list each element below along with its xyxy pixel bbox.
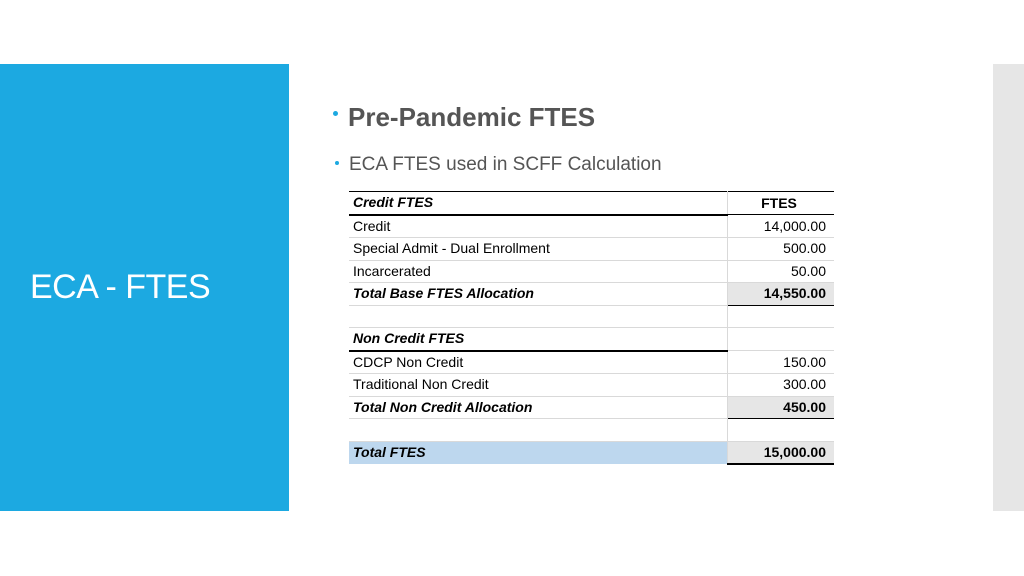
- total-base-row: [349, 283, 834, 306]
- bullet-dot-icon: [335, 161, 339, 165]
- empty-cell: [349, 305, 728, 328]
- noncredit-ftes-header: Non Credit FTES: [349, 328, 728, 351]
- table-header-row: [349, 192, 834, 215]
- row-value: 150.00: [728, 351, 835, 374]
- row-label: Special Admit - Dual Enrollment: [349, 238, 728, 261]
- ftes-table: [349, 191, 834, 465]
- right-scroll-bar: [993, 64, 1024, 511]
- row-value: 50.00: [728, 260, 835, 283]
- noncredit-header-row: [349, 328, 834, 351]
- table-row: [349, 351, 834, 374]
- bullet-dot-icon: [333, 111, 338, 116]
- total-noncredit-value: 450.00: [728, 396, 835, 419]
- bullet-heading: [333, 102, 595, 133]
- empty-cell: [349, 419, 728, 442]
- bullet-sub: [335, 154, 662, 176]
- total-noncredit-row: [349, 396, 834, 419]
- row-value: 14,000.00: [728, 215, 835, 238]
- table-row: [349, 215, 834, 238]
- empty-cell: [728, 305, 835, 328]
- credit-ftes-header: Credit FTES: [349, 192, 728, 215]
- grand-total-row: [349, 441, 834, 464]
- row-label: Traditional Non Credit: [349, 374, 728, 397]
- table-row: [349, 374, 834, 397]
- empty-cell: [728, 419, 835, 442]
- ftes-column-header: FTES: [728, 192, 835, 215]
- total-noncredit-label: Total Non Credit Allocation: [349, 396, 728, 419]
- table-row: [349, 238, 834, 261]
- bullet-sub-text: ECA FTES used in SCFF Calculation: [349, 154, 662, 175]
- grand-total-value: 15,000.00: [728, 441, 835, 464]
- slide-title: ECA - FTES: [30, 268, 211, 306]
- bullet-heading-text: Pre-Pandemic FTES: [348, 102, 596, 132]
- empty-row: [349, 305, 834, 328]
- total-base-value: 14,550.00: [728, 283, 835, 306]
- row-label: Incarcerated: [349, 260, 728, 283]
- total-base-label: Total Base FTES Allocation: [349, 283, 728, 306]
- grand-total-label: Total FTES: [349, 441, 728, 464]
- row-value: 300.00: [728, 374, 835, 397]
- row-label: Credit: [349, 215, 728, 238]
- empty-cell: [728, 328, 835, 351]
- table-row: [349, 260, 834, 283]
- empty-row: [349, 419, 834, 442]
- row-value: 500.00: [728, 238, 835, 261]
- row-label: CDCP Non Credit: [349, 351, 728, 374]
